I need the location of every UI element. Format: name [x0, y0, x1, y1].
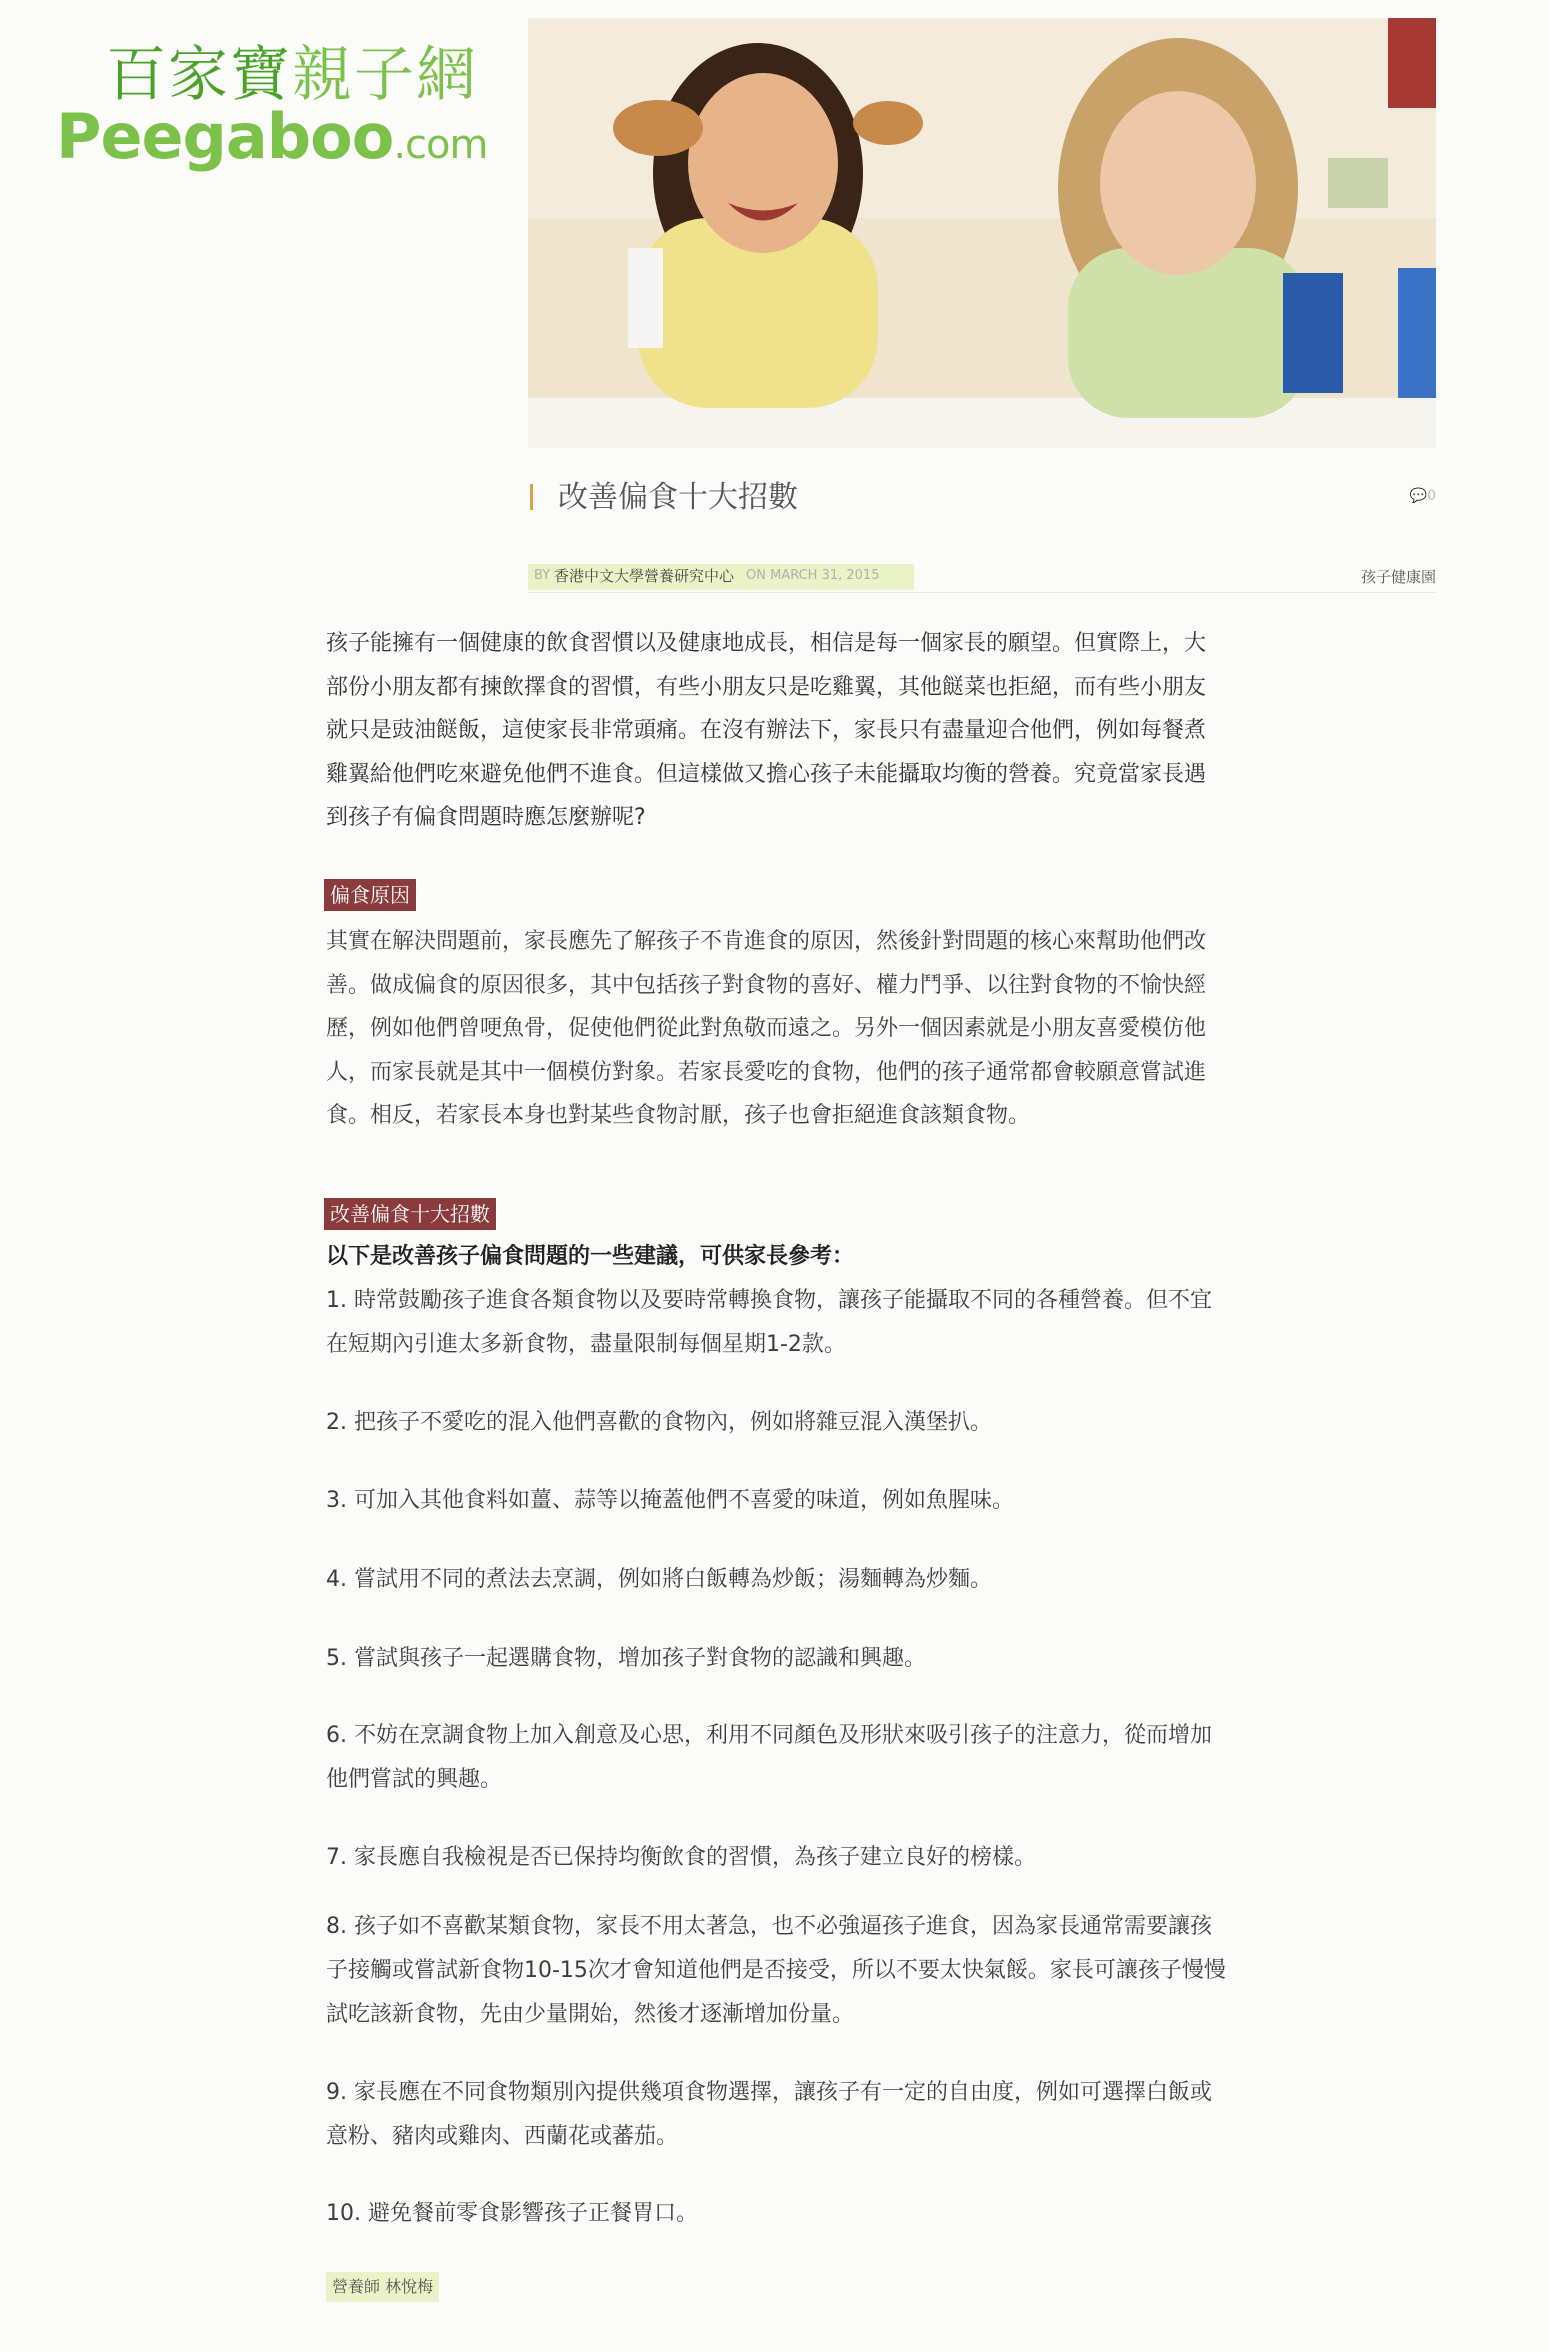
logo-chinese: 百家寶親子網	[106, 40, 478, 110]
tip-item: 4. 嘗試用不同的煮法去烹調，例如將白飯轉為炒飯；湯麵轉為炒麵。	[326, 1567, 992, 1592]
author-link[interactable]: 香港中文大學營養研究中心	[554, 567, 735, 585]
publish-date: ON MARCH 31, 2015	[746, 568, 880, 583]
section-heading-tips: 改善偏食十大招數	[324, 1198, 496, 1230]
section-heading-causes: 偏食原因	[324, 879, 416, 911]
article-header	[528, 478, 1436, 518]
article-title: 改善偏食十大招數	[558, 480, 798, 515]
logo-english: Peegaboo.com	[56, 100, 488, 173]
tip-item: 9. 家長應在不同食物類別內提供幾項食物選擇，讓孩子有一定的自由度，例如可選擇白飯或意粉、豬肉或雞肉、西蘭花或蕃茄。	[326, 2080, 1212, 2149]
comment-icon: 💬	[1409, 488, 1428, 504]
tip-item: 5. 嘗試與孩子一起選購食物，增加孩子對食物的認識和興趣。	[326, 1646, 926, 1671]
by-label: BY	[534, 568, 551, 583]
hero-image	[528, 18, 1436, 448]
tip-item: 10. 避免餐前零食影響孩子正餐胃口。	[326, 2201, 698, 2226]
children-eating-photo	[528, 18, 1436, 448]
tip-item: 7. 家長應自我檢視是否已保持均衡飲食的習慣，為孩子建立良好的榜樣。	[326, 1845, 1036, 1870]
tip-item: 6. 不妨在烹調食物上加入創意及心思，利用不同顏色及形狀來吸引孩子的注意力，從而增加他們嘗試的興趣。	[326, 1723, 1212, 1792]
title-accent-bar	[530, 484, 533, 510]
author-signature: 營養師 林悅梅	[326, 2272, 439, 2302]
tip-item: 3. 可加入其他食料如薑、蒜等以掩蓋他們不喜愛的味道，例如魚腥味。	[326, 1488, 1014, 1513]
causes-paragraph: 其實在解決問題前，家長應先了解孩子不肯進食的原因，然後針對問題的核心來幫助他們改善。做成偏食的原因很多，其中包括孩子對食物的喜好、權力鬥爭、以往對食物的不愉快經歷，例如他們曾哽魚骨，促使他們從此對魚敬而遠之。另外一個因素就是小朋友喜愛模仿他人，而家長就是其中一個模仿對象。若家長愛吃的食物，他們的孩子通常都會較願意嘗試進食。相反，若家長本身也對某些食物討厭，孩子也會拒絕進食該類食物。	[326, 929, 1207, 1128]
comment-count[interactable]: 💬0	[1409, 488, 1436, 504]
tip-item: 8. 孩子如不喜歡某類食物，家長不用太著急，也不必強逼孩子進食，因為家長通常需要讓孩子接觸或嘗試新食物10-15次才會知道他們是否接受，所以不要太快氣餒。家長可讓孩子慢慢試吃該新食物，先由少量開始，然後才逐漸增加份量。	[326, 1914, 1226, 2027]
tips-lead: 以下是改善孩子偏食問題的一些建議，可供家長參考：	[326, 1244, 855, 1269]
site-logo[interactable]	[56, 40, 488, 180]
intro-paragraph: 孩子能擁有一個健康的飲食習慣以及健康地成長，相信是每一個家長的願望。但實際上，大部份小朋友都有揀飲擇食的習慣，有些小朋友只是吃雞翼，其他餸菜也拒絕，而有些小朋友就只是豉油餸飯，這使家長非常頭痛。在沒有辦法下，家長只有盡量迎合他們，例如每餐煮雞翼給他們吃來避免他們不進食。但這樣做又擔心孩子未能攝取均衡的營養。究竟當家長遇到孩子有偏食問題時應怎麼辦呢?	[326, 631, 1207, 830]
category-link[interactable]: 孩子健康園	[1360, 568, 1436, 586]
tip-item: 1. 時常鼓勵孩子進食各類食物以及要時常轉換食物，讓孩子能攝取不同的各種營養。但不宜在短期內引進太多新食物，盡量限制每個星期1-2款。	[326, 1288, 1212, 1357]
article-meta	[528, 562, 1436, 593]
tip-item: 2. 把孩子不愛吃的混入他們喜歡的食物內，例如將雜豆混入漢堡扒。	[326, 1410, 992, 1435]
